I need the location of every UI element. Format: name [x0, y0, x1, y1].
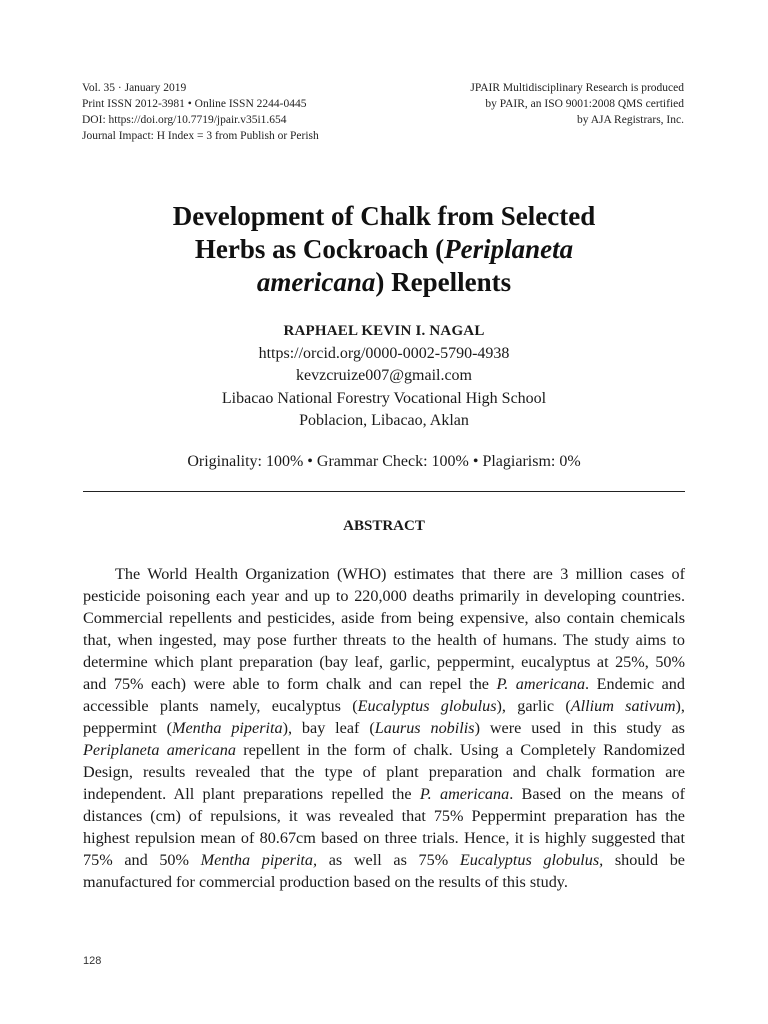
publisher-line-3: by AJA Registrars, Inc. [576, 114, 684, 126]
author-orcid[interactable]: https://orcid.org/0000-0002-5790-4938 [258, 344, 510, 362]
abstract-text: ) were used in this study as [474, 719, 685, 737]
title-line-3-text: ) Repellents [375, 267, 512, 297]
quality-checks: Originality: 100% • Grammar Check: 100% • Plagiarism: 0% [187, 453, 581, 470]
abstract-text: repellent in the form of chalk. Using a Completely Randomized Design, results revealed that the type of plant preparation and chalk formation are independent. All plant preparations repelled the [83, 741, 685, 803]
title-species-genus: Periplaneta [444, 234, 574, 264]
species-eucalyptus: Eucalyptus globulus [357, 697, 497, 715]
species-cockroach: Periplaneta americana [83, 741, 236, 759]
paper-title [90, 200, 678, 299]
impact-line: Journal Impact: H Index = 3 from Publish or Perish [82, 130, 319, 142]
publisher-line-2: by PAIR, an ISO 9001:2008 QMS certified [485, 98, 684, 110]
species-bay-leaf: Laurus nobilis [374, 719, 475, 737]
species-eucalyptus: Eucalyptus globulus, [459, 851, 604, 869]
doi-line: DOI: https://doi.org/10.7719/jpair.v35i1.654 [82, 114, 287, 126]
author-email[interactable]: kevzcruize007@gmail.com [296, 367, 472, 384]
abstract-text: ), bay leaf ( [282, 719, 375, 737]
species-peppermint: Mentha piperita [172, 719, 283, 737]
abstract-text: should be manufactured for commercial production based on the results of this study. [83, 851, 685, 891]
divider [83, 491, 685, 492]
abstract-text: . Endemic and accessible plants namely, eucalyptus ( [83, 675, 685, 715]
species-peppermint: Mentha piperita, [200, 851, 318, 869]
title-line-3 [90, 266, 678, 299]
abstract-text: as well as 75% [317, 851, 460, 869]
publisher-line-1: JPAIR Multidisciplinary Research is produced [470, 82, 684, 94]
title-line-1: Development of Chalk from Selected [172, 201, 596, 231]
author-location: Poblacion, Libacao, Aklan [299, 412, 469, 429]
abstract-text: ), peppermint ( [83, 697, 685, 737]
author-name: RAPHAEL KEVIN I. NAGAL [283, 323, 485, 339]
page-number: 128 [83, 955, 102, 967]
volume-line: Vol. 35 · January 2019 [82, 82, 187, 94]
author-block [0, 320, 768, 433]
author-school: Libacao National Forestry Vocational High School [221, 389, 547, 407]
abstract-text: ), garlic ( [496, 697, 571, 715]
abstract-text: . Based on the means of distances (cm) of repulsions, it was revealed that 75% Peppermint preparation has the highest repulsion mean of 80.67cm based on three trials. Hence, it is highly suggested that 75% and 50% [83, 785, 685, 869]
abstract-heading: ABSTRACT [343, 518, 425, 534]
journal-info [82, 80, 319, 144]
species-abbrev: P. americana [496, 675, 586, 693]
publisher-info [470, 80, 684, 128]
abstract-text: The World Health Organization (WHO) estimates that there are 3 million cases of pesticide poisoning each year and up to 220,000 deaths primarily in developing countries. Commercial repellents and pesticides, aside from being expensive, also contain chemicals that, when ingested, may pose further threats to the health of humans. The study aims to determine which plant preparation (bay leaf, garlic, peppermint, eucalyptus at 25%, 50% and 75% each) were able to form chalk and can repel the [83, 565, 685, 693]
title-line-2 [90, 233, 678, 266]
issn-line: Print ISSN 2012-3981 • Online ISSN 2244-0445 [82, 98, 307, 110]
title-species-epithet: americana [256, 267, 376, 297]
title-line-2-text: Herbs as Cockroach ( [194, 234, 445, 264]
abstract-body [83, 563, 685, 893]
species-abbrev: P. americana [419, 785, 510, 803]
species-garlic: Allium sativum [570, 697, 676, 715]
